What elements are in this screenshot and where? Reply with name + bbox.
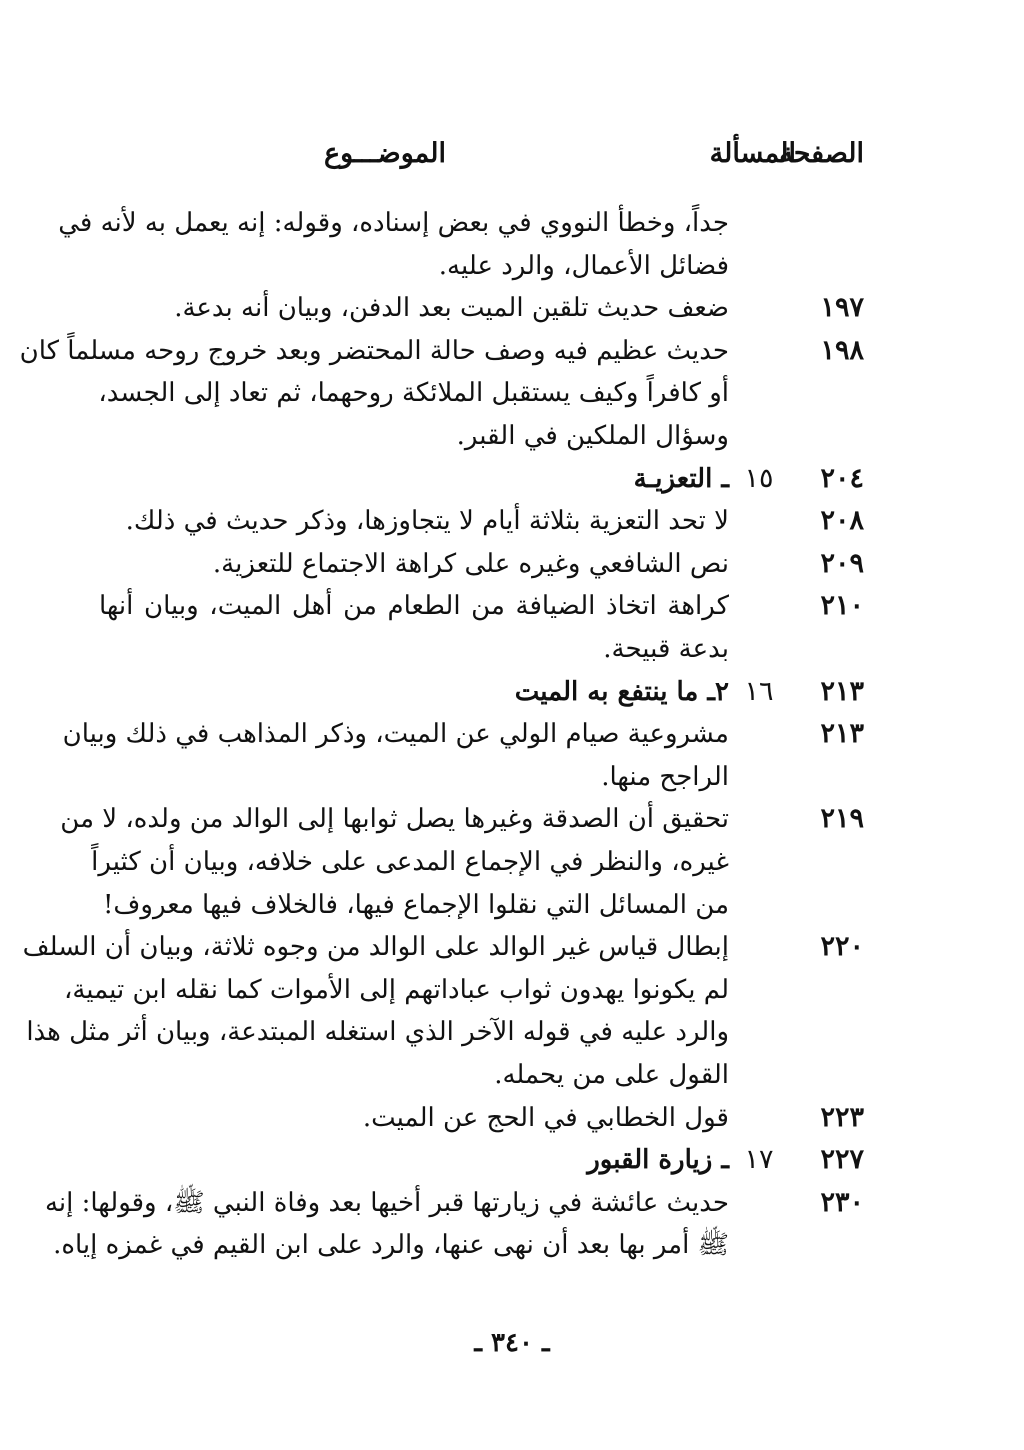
chapter-heading: ٢ـ ما ينتفع به الميت (514, 676, 729, 707)
entry-text-line: لم يكونوا يهدون ثواب عباداتهم إلى الأموات كما نقله ابن تيمية، (63, 974, 729, 1005)
page-number: ـ ٣٤٠ ـ (474, 1328, 550, 1358)
header-page-column: الصفحة (779, 138, 864, 169)
entry-chapter-number: ١٥ (744, 462, 774, 494)
entry-text-line: نص الشافعي وغيره على كراهة الاجتماع للتعزية. (212, 548, 729, 579)
entry-text-line: والرد عليه في قوله الآخر الذي استغله المبتدعة، وبيان أثر مثل هذا (26, 1017, 729, 1048)
entry-page-number: ٢٠٤ (820, 462, 864, 494)
entry-page-number: ٢٠٨ (820, 505, 864, 537)
entry-text-line: القول على من يحمله. (494, 1060, 729, 1090)
entry-text-line: الراجح منها. (601, 761, 729, 792)
entry-page-number: ١٩٨ (820, 334, 864, 366)
entry-text-line: مشروعية صيام الولي عن الميت، وذكر المذاهب في ذلك وبيان (62, 719, 729, 750)
entry-text-line: غيره، والنظر في الإجماع المدعى على خلافه، وبيان أن كثيراً (91, 847, 729, 877)
header-issue-column: المسألة (709, 138, 796, 169)
entry-page-number: ٢١٩ (820, 803, 864, 835)
entry-text-line: جداً، وخطأ النووي في بعض إسناده، وقوله: إنه يعمل به لأنه في (58, 208, 729, 238)
entry-text-line: إبطال قياس غير الوالد على الوالد من وجوه ثلاثة، وبيان أن السلف (22, 932, 729, 963)
entry-text-line: بدعة قبيحة. (603, 634, 729, 664)
entry-page-number: ٢١٣ (820, 718, 864, 750)
entry-text-line: لا تحد التعزية بثلاثة أيام لا يتجاوزها، وذكر حديث في ذلك. (125, 506, 729, 537)
entry-page-number: ٢١٠ (820, 590, 864, 622)
entry-page-number: ٢٣٠ (820, 1186, 864, 1218)
entry-page-number: ٢٢٣ (820, 1101, 864, 1133)
entry-page-number: ٢٢٠ (820, 931, 864, 963)
entry-text-line: قول الخطابي في الحج عن الميت. (362, 1102, 729, 1133)
entry-page-number: ٢٠٩ (820, 547, 864, 579)
header-topic-column: الموضـــوع (323, 138, 446, 169)
entry-text-line: تحقيق أن الصدقة وغيرها يصل ثوابها إلى الوالد من ولده، لا من (60, 804, 729, 835)
chapter-heading: ـ التعزيـة (633, 463, 729, 494)
entry-text-line: وسؤال الملكين في القبر. (456, 421, 729, 451)
entry-chapter-number: ١٦ (744, 675, 774, 707)
entry-text-line: حديث عائشة في زيارتها قبر أخيها بعد وفاة النبي ﷺ، وقولها: إنه (44, 1187, 729, 1218)
entry-text-line: ﷺ أمر بها بعد أن نهى عنها، والرد على ابن القيم في غمزه إياه. (53, 1230, 729, 1261)
entry-text-line: ضعف حديث تلقين الميت بعد الدفن، وبيان أنه بدعة. (174, 293, 729, 324)
entry-text-line: من المسائل التي نقلوا الإجماع فيها، فالخلاف فيها معروف! (102, 889, 729, 920)
entry-chapter-number: ١٧ (744, 1144, 774, 1176)
entry-page-number: ٢٢٧ (820, 1144, 864, 1176)
entry-text-line: حديث عظيم فيه وصف حالة المحتضر وبعد خروج روحه مسلماً كان (19, 335, 729, 366)
chapter-heading: ـ زيارة القبور (587, 1145, 729, 1176)
entry-text-line: أو كافراً وكيف يستقبل الملائكة روحهما، ثم تعاد إلى الجسد، (98, 378, 729, 409)
entry-text-line: فضائل الأعمال، والرد عليه. (438, 250, 729, 281)
entry-text-line: كراهة اتخاذ الضيافة من الطعام من أهل الميت، وبيان أنها (99, 591, 729, 622)
entry-page-number: ٢١٣ (820, 675, 864, 707)
entry-page-number: ١٩٧ (820, 292, 864, 324)
